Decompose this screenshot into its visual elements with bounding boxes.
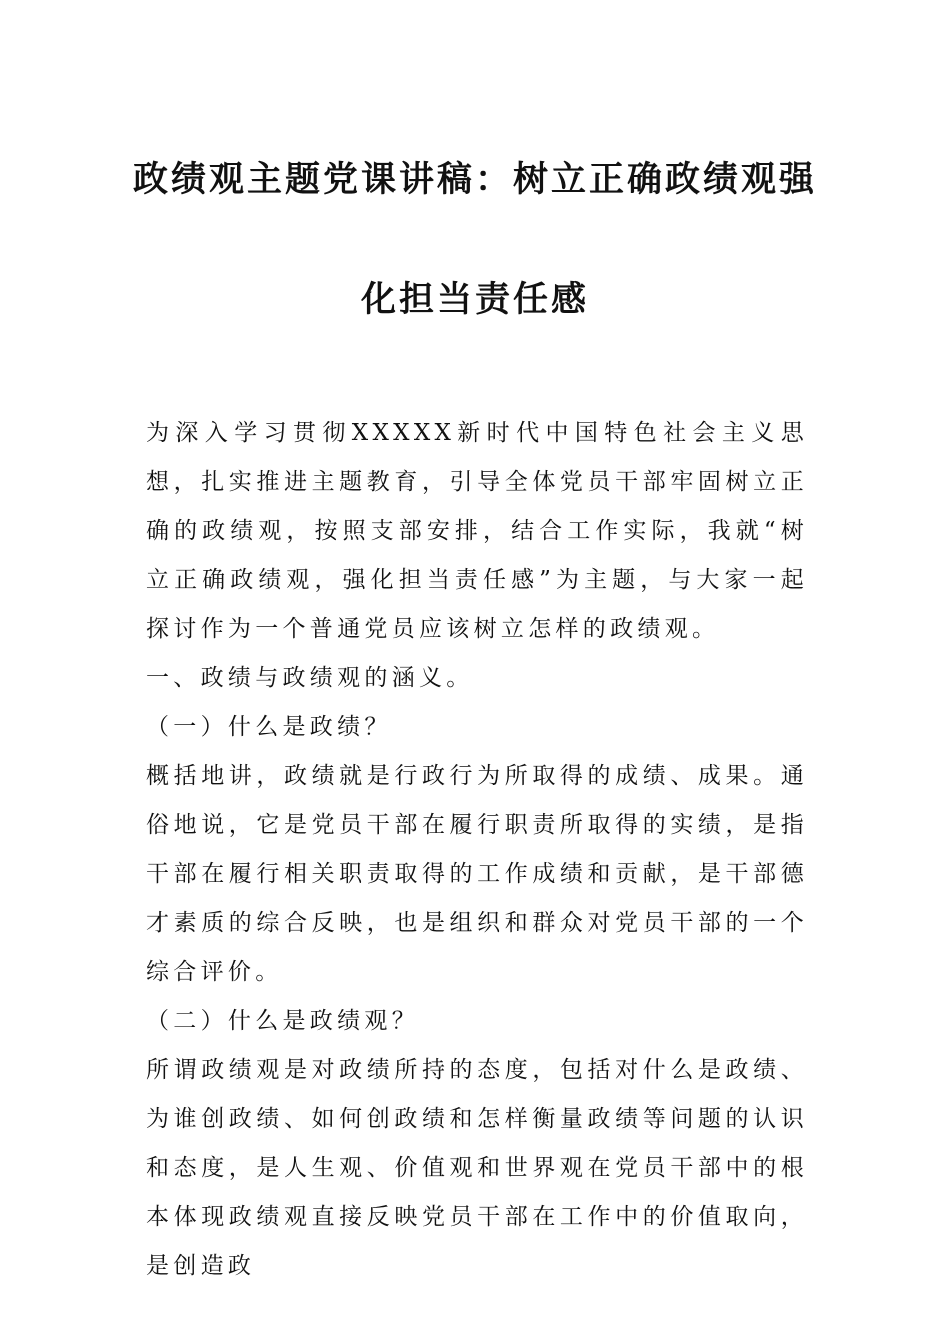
subsection-heading-1: （一）什么是政绩？ <box>146 714 392 740</box>
document-title-line-2: 化担当责任感 <box>360 280 589 320</box>
document-body <box>146 409 808 1291</box>
section-heading-1: 一、政绩与政绩观的涵义。 <box>146 665 474 691</box>
body-paragraph-1: 概括地讲，政绩就是行政行为所取得的成绩、成果。通俗地说，它是党员干部在履行职责所取得的实绩，是指干部在履行相关职责取得的工作成绩和贡献，是干部德才素质的综合反映，也是组织和群众对党员干部的一个综合评价。 <box>146 763 808 985</box>
document-title-line-1: 政绩观主题党课讲稿：树立正确政绩观强 <box>132 160 817 200</box>
subsection-heading-2: （二）什么是政绩观？ <box>146 1008 419 1034</box>
body-paragraph-2: 所谓政绩观是对政绩所持的态度，包括对什么是政绩、为谁创政绩、如何创政绩和怎样衡量政绩等问题的认识和态度，是人生观、价值观和世界观在党员干部中的根本体现政绩观直接反映党员干部在工作中的价值取向，是创造政 <box>146 1057 808 1279</box>
intro-paragraph: 为深入学习贯彻XXXXX新时代中国特色社会主义思想，扎实推进主题教育，引导全体党员干部牢固树立正确的政绩观，按照支部安排，结合工作实际，我就“树立正确政绩观，强化担当责任感”为主题，与大家一起探讨作为一个普通党员应该树立怎样的政绩观。 <box>146 420 808 642</box>
